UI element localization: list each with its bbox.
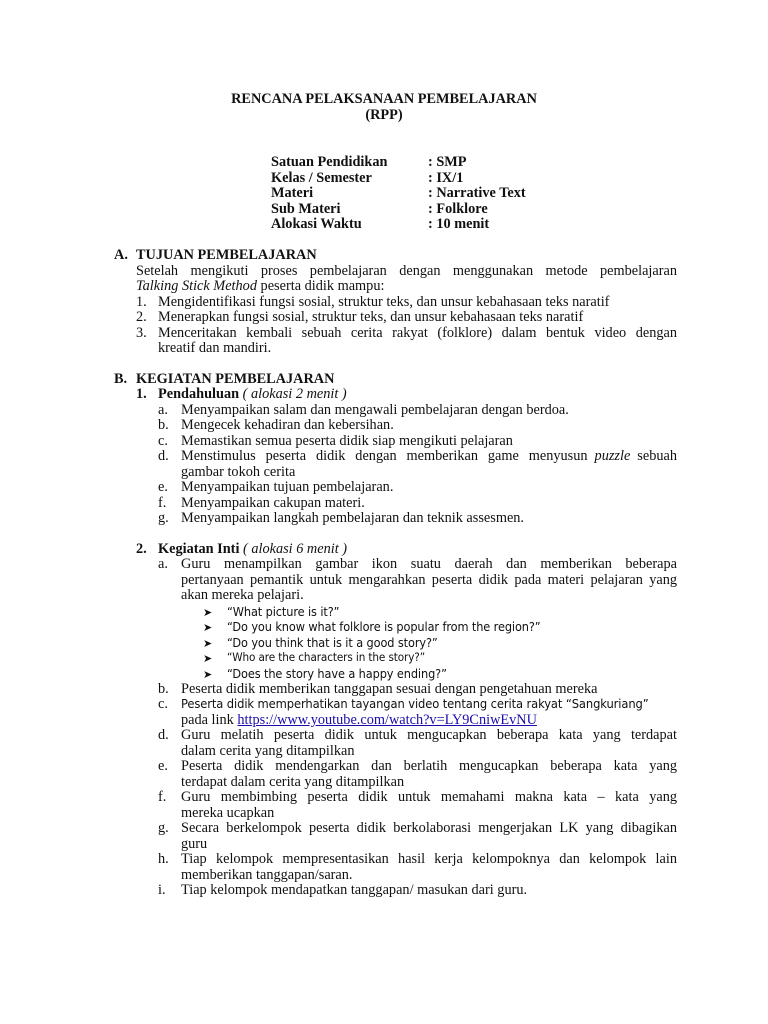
pendahuluan-title: Pendahuluan xyxy=(158,386,240,402)
arrow-bullet-icon: ➤ xyxy=(203,606,213,619)
list-item-cont: mereka ucapkan xyxy=(181,805,275,821)
section-a-letter: A. xyxy=(114,247,128,263)
list-item xyxy=(181,449,677,465)
list-letter: b. xyxy=(158,681,169,697)
list-letter: f. xyxy=(158,495,167,511)
document-title: RENCANA PELAKSANAAN PEMBELAJARAN xyxy=(231,91,537,107)
list-item-cont: dalam cerita yang ditampilkan xyxy=(181,743,355,759)
list-letter: i. xyxy=(158,882,166,898)
info-value: : Folklore xyxy=(428,201,488,217)
objective-text: Menerapkan fungsi sosial, struktur teks, dan unsur kebahasaan teks naratif xyxy=(158,309,584,325)
list-letter: f. xyxy=(158,789,167,805)
info-label: Materi xyxy=(271,185,314,201)
pendahuluan-heading xyxy=(158,387,347,403)
list-letter: d. xyxy=(158,727,169,743)
list-letter: c. xyxy=(158,696,168,712)
list-item: Menyampaikan cakupan materi. xyxy=(181,495,365,511)
list-letter: d. xyxy=(158,448,169,464)
list-item: Peserta didik memperhatikan tayangan video tentang cerita rakyat “Sangkuriang” xyxy=(181,697,649,712)
list-item: Menyampaikan langkah pembelajaran dan teknik assesmen. xyxy=(181,510,525,526)
pendahuluan-number: 1. xyxy=(136,386,147,402)
list-item-cont: pertanyaan pemantik untuk mengarahkan peserta didik pada materi pelajaran yang xyxy=(181,572,677,588)
list-item: Guru menampilkan gambar ikon suatu daerah dan memberikan beberapa xyxy=(181,556,677,572)
arrow-bullet-icon: ➤ xyxy=(203,637,213,650)
list-letter: e. xyxy=(158,479,168,495)
list-item: Menyampaikan tujuan pembelajaran. xyxy=(181,479,394,495)
list-letter: h. xyxy=(158,851,169,867)
info-value: : SMP xyxy=(428,154,467,170)
question-item: “Does the story have a happy ending?” xyxy=(227,666,447,681)
intro-rest: peserta didik mampu: xyxy=(256,278,385,294)
list-letter: c. xyxy=(158,433,168,449)
list-letter: g. xyxy=(158,510,169,526)
list-item-cont: memberikan tanggapan/saran. xyxy=(181,867,353,883)
question-item: “What picture is it?” xyxy=(227,604,340,619)
objective-text: Mengidentifikasi fungsi sosial, struktur teks, dan unsur kebahasaan teks naratif xyxy=(158,294,610,310)
info-value: : IX/1 xyxy=(428,170,464,186)
info-label: Alokasi Waktu xyxy=(271,216,362,232)
link-prefix: pada link xyxy=(181,712,238,728)
list-letter: b. xyxy=(158,417,169,433)
list-letter: a. xyxy=(158,402,168,418)
list-item-cont: terdapat dalam cerita yang ditampilkan xyxy=(181,774,405,790)
list-letter: g. xyxy=(158,820,169,836)
section-a-intro-2 xyxy=(136,279,384,295)
arrow-bullet-icon: ➤ xyxy=(203,652,213,665)
document-subtitle: (RPP) xyxy=(365,107,403,123)
info-value: : Narrative Text xyxy=(428,185,526,201)
inti-title: Kegiatan Inti xyxy=(158,541,240,557)
list-item: Memastikan semua peserta didik siap mengikuti pelajaran xyxy=(181,433,513,449)
list-item-cont: gambar tokoh cerita xyxy=(181,464,296,480)
list-letter: a. xyxy=(158,556,168,572)
method-name: Talking Stick Method xyxy=(136,278,257,294)
puzzle-word: puzzle xyxy=(594,448,631,464)
list-item-text: Menstimulus peserta didik dengan memberikan game menyusun xyxy=(181,448,588,464)
pendahuluan-allocation: ( alokasi 2 menit ) xyxy=(239,386,347,402)
info-value: : 10 menit xyxy=(428,216,490,232)
inti-allocation: ( alokasi 6 menit ) xyxy=(239,541,348,557)
list-item-text-end: sebuah xyxy=(637,448,677,464)
question-item: “Who are the characters in the story?” xyxy=(227,650,426,664)
arrow-bullet-icon: ➤ xyxy=(203,621,213,634)
list-item: Secara berkelompok peserta didik berkolaborasi mengerjakan LK yang dibagikan xyxy=(181,820,677,836)
list-item: Tiap kelompok mendapatkan tanggapan/ masukan dari guru. xyxy=(181,882,528,898)
arrow-bullet-icon: ➤ xyxy=(203,668,213,681)
video-link[interactable]: https://www.youtube.com/watch?v=LY9CniwEvNU xyxy=(237,712,537,728)
objective-number: 3. xyxy=(136,325,147,341)
list-item-cont: guru xyxy=(181,836,208,852)
question-item: “Do you think that is it a good story?” xyxy=(227,635,438,650)
list-item-cont: akan mereka pelajari. xyxy=(181,587,304,603)
list-item: Guru melatih peserta didik untuk mengucapkan beberapa kata yang terdapat xyxy=(181,727,677,743)
question-item: “Do you know what folklore is popular from the region?” xyxy=(227,619,541,634)
info-label: Satuan Pendidikan xyxy=(271,154,388,170)
list-item: Tiap kelompok mempresentasikan hasil kerja kelompoknya dan kelompok lain xyxy=(181,851,677,867)
inti-number: 2. xyxy=(136,541,147,557)
list-item: Mengecek kehadiran dan kebersihan. xyxy=(181,417,394,433)
list-item: Guru membimbing peserta didik untuk memahami makna kata – kata yang xyxy=(181,789,677,805)
list-item: Peserta didik mendengarkan dan berlatih mengucapkan beberapa kata yang xyxy=(181,758,677,774)
info-label: Kelas / Semester xyxy=(271,170,372,186)
list-letter: e. xyxy=(158,758,168,774)
info-label: Sub Materi xyxy=(271,201,341,217)
section-b-heading: KEGIATAN PEMBELAJARAN xyxy=(136,371,335,387)
objective-text-cont: kreatif dan mandiri. xyxy=(158,340,272,356)
section-a-heading: TUJUAN PEMBELAJARAN xyxy=(136,247,317,263)
objective-number: 2. xyxy=(136,309,147,325)
objective-number: 1. xyxy=(136,294,147,310)
list-item: Peserta didik memberikan tanggapan sesuai dengan pengetahuan mereka xyxy=(181,681,598,697)
objective-text: Menceritakan kembali sebuah cerita rakyat (folklore) dalam bentuk video dengan xyxy=(158,325,677,341)
list-item: Menyampaikan salam dan mengawali pembelajaran dengan berdoa. xyxy=(181,402,569,418)
section-a-intro: Setelah mengikuti proses pembelajaran dengan menggunakan metode pembelajaran xyxy=(136,263,677,279)
section-b-letter: B. xyxy=(114,371,128,387)
